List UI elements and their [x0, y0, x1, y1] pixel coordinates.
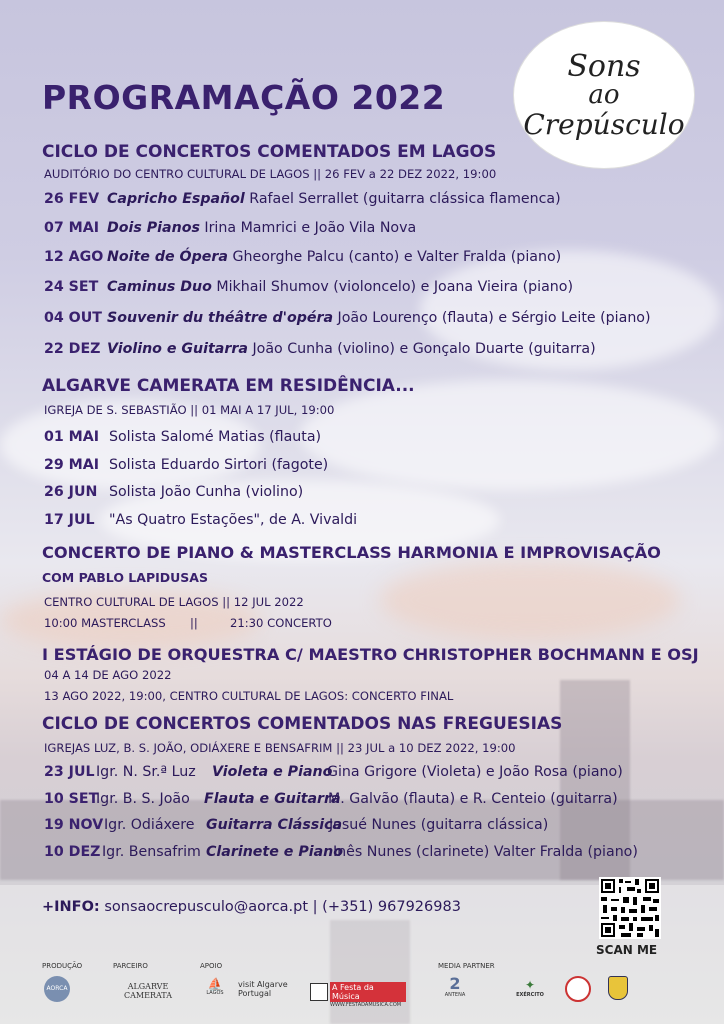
- event-title: Noite de Ópera: [107, 249, 228, 265]
- section-2-heading: ALGARVE CAMERATA EM RESIDÊNCIA...: [42, 376, 415, 396]
- support-label: APOIO: [200, 962, 223, 970]
- event-row: [44, 764, 623, 780]
- event-row: [44, 429, 321, 445]
- visit-line-2: Portugal: [238, 989, 272, 998]
- production-label: PRODUÇÃO: [42, 962, 83, 970]
- event-row: [44, 484, 303, 500]
- camerata-line-2: CAMERATA: [124, 991, 172, 1000]
- info-label: +INFO:: [42, 899, 100, 915]
- sons-ao-crepusculo-logo: [514, 22, 694, 168]
- event-row: [44, 341, 596, 357]
- lagos-icon: ⛵: [207, 977, 223, 991]
- event-desc: "As Quatro Estações", de A. Vivaldi: [109, 512, 358, 528]
- event-desc: João Cunha (violino) e Gonçalo Duarte (guitarra): [247, 341, 596, 357]
- crest-icon: [608, 976, 628, 1000]
- event-desc: Solista Salomé Matias (flauta): [109, 429, 322, 445]
- emblem-icon: [565, 976, 591, 1002]
- festa-qr-icon: [310, 983, 328, 1001]
- event-date: 17 JUL: [44, 512, 95, 528]
- event-date: 29 MAI: [44, 457, 100, 473]
- visit-algarve-logo: [238, 980, 300, 998]
- exercito-icon: ✦: [524, 978, 536, 992]
- logo-line-1: Sons: [567, 48, 641, 84]
- section-3-subheading: COM PABLO LAPIDUSAS: [42, 570, 208, 585]
- section-5-heading: CICLO DE CONCERTOS COMENTADOS NAS FREGUESIAS: [42, 714, 563, 734]
- event-title: Dois Pianos: [107, 220, 200, 236]
- section-4-dates: 04 A 14 DE AGO 2022: [44, 668, 172, 682]
- exercito-logo: [510, 978, 550, 998]
- event-date: 26 FEV: [44, 191, 100, 207]
- section-3-schedule: [44, 616, 332, 630]
- event-date: 22 DEZ: [44, 341, 101, 357]
- visit-line-1: visit Algarve: [238, 980, 288, 989]
- masterclass-time: 10:00 MASTERCLASS: [44, 616, 166, 630]
- concert-time: 21:30 CONCERTO: [230, 616, 332, 630]
- partner-label: PARCEIRO: [113, 962, 148, 970]
- section-1-heading: CICLO DE CONCERTOS COMENTADOS EM LAGOS: [42, 142, 497, 162]
- event-title: Violino e Guitarra: [107, 341, 248, 357]
- event-row: [44, 249, 561, 265]
- event-date: 07 MAI: [44, 220, 100, 236]
- event-row: [44, 457, 328, 473]
- event-title: Violeta e Piano: [212, 764, 333, 780]
- section-5-subtitle: IGREJAS LUZ, B. S. JOÃO, ODIÁXERE E BENSAFRIM || 23 JUL a 10 DEZ 2022, 19:00: [44, 741, 516, 755]
- event-desc: Rafael Serrallet (guitarra clássica flamenca): [244, 191, 561, 207]
- section-3-subtitle: CENTRO CULTURAL DE LAGOS || 12 JUL 2022: [44, 595, 304, 609]
- event-title: Caminus Duo: [107, 279, 212, 295]
- festa-url: WWW.FESTADAMUSICA.COM: [330, 1002, 402, 1008]
- section-2-subtitle: IGREJA DE S. SEBASTIÃO || 01 MAI A 17 JUL, 19:00: [44, 403, 335, 417]
- contact-info: [42, 899, 461, 915]
- lagos-logo: [200, 978, 230, 998]
- aorca-logo: AORCA: [44, 976, 70, 1002]
- event-title: Clarinete e Piano: [206, 844, 344, 860]
- event-desc: João Lourenço (flauta) e Sérgio Leite (piano): [333, 310, 651, 326]
- event-desc: Solista João Cunha (violino): [109, 484, 304, 500]
- event-title: Guitarra Clássica: [206, 817, 343, 833]
- event-row: [44, 844, 638, 860]
- event-date: 12 AGO: [44, 249, 104, 265]
- event-desc: Solista Eduardo Sirtori (fagote): [109, 457, 329, 473]
- event-desc: M. Galvão (flauta) e R. Centeio (guitarra): [328, 791, 618, 807]
- exercito-label: EXÉRCITO: [516, 992, 544, 998]
- event-row: [44, 220, 416, 236]
- event-title: Capricho Español: [107, 191, 245, 207]
- event-title: Souvenir du théâtre d'opéra: [107, 310, 334, 326]
- info-text[interactable]: sonsaocrepusculo@aorca.pt | (+351) 967926983: [99, 899, 461, 915]
- event-place: Igr. Bensafrim: [102, 844, 201, 860]
- event-row: [44, 791, 618, 807]
- event-date: 26 JUN: [44, 484, 98, 500]
- event-date: 24 SET: [44, 279, 99, 295]
- event-desc: Inês Nunes (clarinete) Valter Fralda (piano): [333, 844, 638, 860]
- event-date: 04 OUT: [44, 310, 102, 326]
- event-desc: Gina Grigore (Violeta) e João Rosa (piano): [327, 764, 623, 780]
- antena-number: 2: [449, 974, 461, 993]
- festa-label: A Festa da Música: [330, 982, 406, 1002]
- section-4-final-concert: 13 AGO 2022, 19:00, CENTRO CULTURAL DE LAGOS: CONCERTO FINAL: [44, 689, 454, 703]
- page-title: PROGRAMAÇÃO 2022: [42, 78, 446, 117]
- event-desc: Gheorghe Palcu (canto) e Valter Fralda (piano): [227, 249, 562, 265]
- logo-line-2: ao: [588, 80, 620, 111]
- separator: ||: [190, 616, 198, 630]
- event-row: [44, 191, 561, 207]
- event-date: 01 MAI: [44, 429, 100, 445]
- scan-me-label: SCAN ME: [596, 943, 658, 957]
- camerata-line-1: ALGARVE: [127, 982, 169, 991]
- event-date: 10 DEZ: [44, 844, 101, 860]
- logo-line-3: Crepúsculo: [523, 107, 685, 141]
- event-date: 19 NOV: [44, 817, 104, 833]
- event-row: [44, 512, 357, 528]
- event-date: 23 JUL: [44, 764, 95, 780]
- event-date: 10 SET: [44, 791, 99, 807]
- event-place: Igr. Odiáxere: [104, 817, 195, 833]
- antena-2-logo: [440, 976, 470, 998]
- event-row: [44, 310, 651, 326]
- qr-code[interactable]: [599, 877, 661, 939]
- lagos-label: LAGOS: [206, 990, 224, 996]
- event-place: Igr. B. S. João: [96, 791, 190, 807]
- festa-musica-logo: [330, 982, 406, 1008]
- event-row: [44, 279, 573, 295]
- algarve-camerata-logo: [113, 982, 183, 1000]
- section-4-heading: I ESTÁGIO DE ORQUESTRA C/ MAESTRO CHRISTOPHER BOCHMANN E OSJ: [42, 645, 699, 664]
- section-1-subtitle: AUDITÓRIO DO CENTRO CULTURAL DE LAGOS || 26 FEV a 22 DEZ 2022, 19:00: [44, 167, 497, 181]
- event-desc: Josué Nunes (guitarra clássica): [329, 817, 549, 833]
- event-row: [44, 817, 548, 833]
- event-desc: Irina Mamrici e João Vila Nova: [199, 220, 417, 236]
- event-desc: Mikhail Shumov (violoncelo) e Joana Vieira (piano): [211, 279, 574, 295]
- antena-label: ANTENA: [444, 992, 466, 998]
- event-title: Flauta e Guitarra: [204, 791, 341, 807]
- media-partner-label: MEDIA PARTNER: [438, 962, 495, 970]
- section-3-heading: CONCERTO DE PIANO & MASTERCLASS HARMONIA E IMPROVISAÇÃO: [42, 543, 661, 562]
- event-place: Igr. N. Sr.ª Luz: [96, 764, 196, 780]
